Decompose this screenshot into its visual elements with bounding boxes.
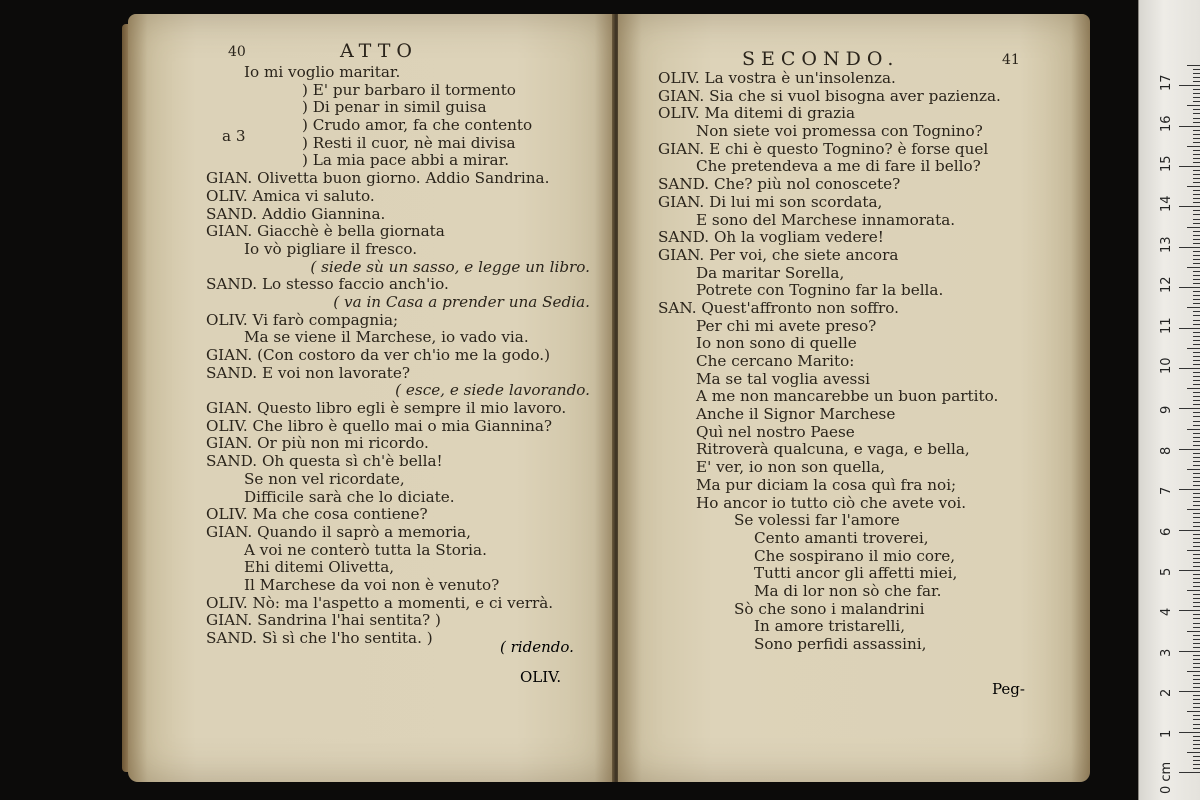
text-line: Ma pur diciam la cosa quì fra noi; — [696, 475, 957, 494]
ruler-tick — [1193, 320, 1200, 321]
ruler-label: 2 — [1159, 688, 1174, 698]
ruler-tick — [1193, 109, 1200, 110]
ruler-tick — [1193, 364, 1200, 365]
ruler-tick — [1193, 663, 1200, 664]
text-line: SAND. Lo stesso faccio anch'io. — [206, 275, 449, 294]
ruler-label: 0 cm — [1159, 761, 1174, 794]
ruler-tick — [1193, 279, 1200, 280]
ruler-tick — [1193, 134, 1200, 135]
ruler-tick — [1187, 711, 1200, 712]
ruler-tick — [1193, 485, 1200, 486]
text-line: Che pretendeva a me di fare il bello? — [696, 157, 981, 176]
ruler-tick — [1187, 388, 1200, 389]
ruler-tick — [1179, 368, 1200, 369]
text-line: GIAN. Questo libro egli è sempre il mio lavoro. — [206, 399, 567, 418]
ruler-tick — [1193, 598, 1200, 599]
ruler-tick — [1193, 505, 1200, 506]
ruler-label: 17 — [1159, 74, 1174, 92]
text-line: GIAN. Or più non mi ricordo. — [206, 434, 429, 453]
open-book — [128, 14, 1090, 782]
ruler-tick — [1193, 699, 1200, 700]
text-line: In amore tristarelli, — [754, 617, 906, 636]
ruler-tick — [1193, 461, 1200, 462]
ruler-tick — [1193, 566, 1200, 567]
ruler-tick — [1193, 554, 1200, 555]
ruler-tick — [1187, 550, 1200, 551]
text-line: Potrete con Tognino far la bella. — [696, 281, 944, 300]
ruler-tick — [1193, 635, 1200, 636]
ruler-tick — [1179, 328, 1200, 329]
ruler-tick — [1179, 691, 1200, 692]
ruler-tick — [1193, 198, 1200, 199]
ruler-tick — [1193, 259, 1200, 260]
text-line: SAND. E voi non lavorate? — [206, 363, 410, 382]
ruler-tick — [1187, 65, 1200, 66]
ruler-tick — [1193, 748, 1200, 749]
ruler-tick — [1179, 570, 1200, 571]
ruler-tick — [1193, 130, 1200, 131]
text-line: SAND. Sì sì che l'ho sentita. ) — [206, 629, 433, 647]
text-line: ) Crudo amor, fa che contento — [302, 116, 533, 135]
text-line: GIAN. (Con costoro da ver ch'io me la godo.) — [206, 346, 551, 364]
ruler-tick — [1193, 324, 1200, 325]
ruler-tick — [1187, 105, 1200, 106]
ruler-tick — [1193, 392, 1200, 393]
ruler-tick — [1193, 214, 1200, 215]
ruler-tick — [1193, 627, 1200, 628]
text-line: SAN. Quest'affronto non soffro. — [658, 298, 899, 317]
ruler-tick — [1193, 768, 1200, 769]
ruler-tick — [1193, 404, 1200, 405]
text-line: GIAN. Quando il saprò a memoria, — [206, 522, 471, 541]
text-line: A me non mancarebbe un buon partito. — [696, 387, 999, 406]
text-line: GIAN. E chi è questo Tognino? è forse quel — [658, 139, 989, 158]
ruler-tick — [1187, 509, 1200, 510]
ruler-tick — [1193, 336, 1200, 337]
ruler-label: 4 — [1159, 608, 1174, 617]
ruler-tick — [1193, 291, 1200, 292]
catchword-left: OLIV. — [520, 668, 562, 686]
ruler-tick — [1193, 243, 1200, 244]
text-line: ( siede sù un sasso, e legge un libro. — [310, 257, 590, 276]
ruler-tick — [1193, 602, 1200, 603]
ruler-tick — [1193, 122, 1200, 123]
text-line: SAND. Che? più nol conoscete? — [658, 175, 901, 194]
ruler-label: 7 — [1159, 486, 1174, 496]
ruler-tick — [1193, 275, 1200, 276]
text-line: E' ver, io non son quella, — [696, 458, 885, 477]
ruler-tick — [1193, 299, 1200, 300]
ruler-tick — [1187, 429, 1200, 430]
ruler-tick — [1193, 295, 1200, 296]
page-header-right: SECONDO. — [742, 48, 900, 70]
text-line: Anche il Signor Marchese — [696, 405, 896, 424]
ruler-tick — [1193, 647, 1200, 648]
ruler-tick — [1193, 344, 1200, 345]
ruler-tick — [1193, 150, 1200, 151]
ruler-tick — [1187, 146, 1200, 147]
text-line: Il Marchese da voi non è venuto? — [244, 575, 500, 594]
ruler-tick — [1193, 594, 1200, 595]
ruler-tick — [1193, 679, 1200, 680]
ruler-tick — [1193, 558, 1200, 559]
right-page-text — [658, 70, 1078, 654]
ruler-tick — [1193, 517, 1200, 518]
text-line: GIAN. Per voi, che siete ancora — [658, 245, 899, 264]
ruler-tick — [1187, 186, 1200, 187]
ruler-label: 11 — [1159, 317, 1174, 334]
ruler-tick — [1193, 655, 1200, 656]
ruler-tick — [1193, 578, 1200, 579]
ruler-tick — [1187, 307, 1200, 308]
ruler-tick — [1193, 445, 1200, 446]
ruler-tick — [1193, 384, 1200, 385]
ruler-tick — [1193, 473, 1200, 474]
text-line: GIAN. Sia che si vuol bisogna aver pazienza. — [658, 86, 1001, 105]
ruler-tick — [1179, 489, 1200, 490]
ruler-tick — [1193, 526, 1200, 527]
text-line: Difficile sarà che lo diciate. — [244, 487, 455, 506]
text-line: Io vò pigliare il fresco. — [244, 239, 418, 258]
ruler-tick — [1193, 416, 1200, 417]
ruler-tick — [1193, 303, 1200, 304]
text-line: OLIV. Che libro è quello mai o mia Giannina? — [206, 416, 553, 435]
text-line: Che sospirano il mio core, — [754, 546, 956, 565]
ruler-tick — [1193, 311, 1200, 312]
ruler-tick — [1187, 227, 1200, 228]
text-line: Tutti ancor gli affetti miei, — [754, 564, 958, 583]
ruler-tick — [1187, 752, 1200, 753]
ruler-tick — [1187, 469, 1200, 470]
ruler-tick — [1193, 687, 1200, 688]
ruler-tick — [1193, 174, 1200, 175]
ruler-label: 8 — [1159, 446, 1174, 455]
ruler-tick — [1193, 73, 1200, 74]
ruler-tick — [1193, 380, 1200, 381]
ruler-tick — [1187, 267, 1200, 268]
ruler-tick — [1179, 651, 1200, 652]
ruler-tick — [1193, 538, 1200, 539]
text-line: Non siete voi promessa con Tognino? — [696, 122, 983, 141]
ruler-tick — [1179, 408, 1200, 409]
stage-direction-ridendo: ( ridendo. — [500, 638, 574, 656]
ruler-tick — [1193, 760, 1200, 761]
ruler-tick — [1193, 162, 1200, 163]
text-line: Io non sono di quelle — [696, 334, 857, 353]
ruler-tick — [1193, 239, 1200, 240]
ruler-tick — [1193, 81, 1200, 82]
text-line: Sò che sono i malandrini — [734, 599, 925, 618]
page-header-left: ATTO — [340, 40, 418, 62]
ruler-tick — [1193, 421, 1200, 422]
ruler-tick — [1193, 315, 1200, 316]
ruler-tick — [1193, 497, 1200, 498]
ruler-tick — [1193, 190, 1200, 191]
ruler-tick — [1193, 618, 1200, 619]
left-page-text — [206, 64, 590, 648]
ruler-tick — [1193, 340, 1200, 341]
ruler-tick — [1193, 360, 1200, 361]
ruler-tick — [1193, 202, 1200, 203]
ruler-tick — [1179, 247, 1200, 248]
ruler-tick — [1193, 101, 1200, 102]
text-line: E sono del Marchese innamorata. — [696, 210, 956, 229]
ruler-tick — [1193, 522, 1200, 523]
text-line: Cento amanti troverei, — [754, 528, 929, 547]
ruler-tick — [1179, 287, 1200, 288]
text-line: A voi ne conterò tutta la Storia. — [244, 540, 487, 559]
ruler-tick — [1187, 590, 1200, 591]
text-line: Quì nel nostro Paese — [696, 422, 855, 441]
ruler-tick — [1193, 513, 1200, 514]
ruler-tick — [1193, 69, 1200, 70]
ruler-tick — [1193, 433, 1200, 434]
measurement-ruler — [1138, 0, 1200, 800]
text-line: GIAN. Olivetta buon giorno. Addio Sandrina. — [206, 169, 550, 188]
ruler-label: 13 — [1159, 236, 1174, 253]
ruler-tick — [1193, 744, 1200, 745]
text-line: Ritroverà qualcuna, e vaga, e bella, — [696, 440, 970, 459]
ruler-label: 5 — [1159, 567, 1174, 576]
ruler-tick — [1193, 396, 1200, 397]
ruler-tick — [1193, 219, 1200, 220]
ruler-tick — [1193, 178, 1200, 179]
ruler-tick — [1193, 574, 1200, 575]
text-line: OLIV. Vi farò compagnia; — [206, 310, 399, 329]
ruler-tick — [1193, 501, 1200, 502]
ruler-tick — [1193, 412, 1200, 413]
ruler-tick — [1193, 332, 1200, 333]
ruler-tick — [1193, 352, 1200, 353]
text-line: ) E' pur barbaro il tormento — [302, 80, 516, 99]
text-line: Ho ancor io tutto ciò che avete voi. — [696, 493, 967, 512]
ruler-tick — [1193, 251, 1200, 252]
ruler-tick — [1193, 437, 1200, 438]
text-line: Sono perfidi assassini, — [754, 635, 927, 653]
text-line: OLIV. Amica vi saluto. — [206, 186, 375, 205]
ruler-tick — [1193, 703, 1200, 704]
text-line: ( esce, e siede lavorando. — [395, 381, 590, 400]
page-number-right: 41 — [1002, 52, 1020, 68]
ruler-tick — [1193, 707, 1200, 708]
ruler-label: 1 — [1159, 729, 1174, 738]
ruler-tick — [1193, 740, 1200, 741]
text-line: SAND. Oh la vogliam vedere! — [658, 228, 884, 247]
ruler-tick — [1193, 235, 1200, 236]
ruler-tick — [1193, 453, 1200, 454]
ruler-tick — [1193, 606, 1200, 607]
text-line: ) La mia pace abbi a mirar. — [302, 151, 510, 170]
ruler-label: 10 — [1159, 357, 1174, 374]
text-line: OLIV. La vostra è un'insolenza. — [658, 69, 896, 87]
ruler-tick — [1193, 400, 1200, 401]
ruler-label: 6 — [1159, 527, 1174, 536]
ruler-tick — [1179, 449, 1200, 450]
ruler-tick — [1193, 283, 1200, 284]
ruler-tick — [1193, 724, 1200, 725]
ruler-tick — [1179, 166, 1200, 167]
ruler-tick — [1193, 643, 1200, 644]
ruler-tick — [1193, 586, 1200, 587]
ruler-tick — [1193, 255, 1200, 256]
ruler-tick — [1193, 356, 1200, 357]
ruler-tick — [1193, 77, 1200, 78]
text-line: GIAN. Sandrina l'hai sentita? ) — [206, 611, 441, 630]
text-line: Ma di lor non sò che far. — [754, 581, 942, 600]
ruler-tick — [1193, 715, 1200, 716]
ruler-tick — [1179, 126, 1200, 127]
ruler-tick — [1193, 719, 1200, 720]
ruler-tick — [1179, 732, 1200, 733]
ruler-label: 9 — [1159, 406, 1174, 415]
text-line: Per chi mi avete preso? — [696, 316, 877, 335]
ruler-tick — [1193, 639, 1200, 640]
ruler-tick — [1193, 764, 1200, 765]
ruler-tick — [1187, 348, 1200, 349]
ruler-tick — [1193, 372, 1200, 373]
ruler-tick — [1193, 546, 1200, 547]
text-line: SAND. Oh questa sì ch'è bella! — [206, 452, 443, 471]
ruler-tick — [1193, 118, 1200, 119]
ruler-tick — [1193, 376, 1200, 377]
ruler-label: 12 — [1159, 276, 1174, 294]
ruler-tick — [1193, 97, 1200, 98]
ruler-tick — [1179, 206, 1200, 207]
text-line: Se non vel ricordate, — [244, 469, 405, 488]
ruler-tick — [1193, 457, 1200, 458]
left-page — [128, 14, 614, 782]
ruler-tick — [1193, 582, 1200, 583]
ruler-tick — [1179, 772, 1200, 773]
ruler-tick — [1193, 562, 1200, 563]
ruler-tick — [1193, 210, 1200, 211]
ruler-tick — [1193, 683, 1200, 684]
page-number-left: 40 — [228, 44, 246, 60]
ruler-tick — [1193, 534, 1200, 535]
text-line: ( va in Casa a prender una Sedia. — [333, 292, 590, 311]
ruler-tick — [1193, 667, 1200, 668]
text-line: OLIV. Nò: ma l'aspetto a momenti, e ci verrà. — [206, 593, 554, 612]
ruler-tick — [1179, 530, 1200, 531]
ruler-tick — [1187, 631, 1200, 632]
text-line: Ma se viene il Marchese, io vado via. — [244, 328, 529, 347]
ruler-tick — [1193, 154, 1200, 155]
ruler-label: 3 — [1159, 648, 1174, 657]
ruler-tick — [1193, 158, 1200, 159]
ruler-tick — [1193, 138, 1200, 139]
ruler-tick — [1193, 142, 1200, 143]
ruler-tick — [1193, 756, 1200, 757]
text-line: SAND. Addio Giannina. — [206, 204, 386, 223]
ruler-tick — [1193, 481, 1200, 482]
text-line: GIAN. Di lui mi son scordata, — [658, 192, 883, 211]
ruler-tick — [1193, 623, 1200, 624]
ruler-tick — [1193, 231, 1200, 232]
ruler-tick — [1193, 477, 1200, 478]
ruler-tick — [1193, 659, 1200, 660]
ruler-tick — [1193, 441, 1200, 442]
text-line: Io mi voglio maritar. — [244, 63, 401, 81]
text-line: Ma se tal voglia avessi — [696, 369, 870, 388]
ruler-tick — [1193, 425, 1200, 426]
ruler-tick — [1193, 223, 1200, 224]
ruler-tick — [1193, 113, 1200, 114]
ruler-tick — [1193, 493, 1200, 494]
ruler-tick — [1193, 542, 1200, 543]
ruler-tick — [1179, 85, 1200, 86]
text-line: Ehi ditemi Olivetta, — [244, 558, 395, 577]
ruler-tick — [1193, 89, 1200, 90]
ruler-label: 15 — [1159, 155, 1174, 172]
ruler-tick — [1187, 671, 1200, 672]
catchword-right: Peg- — [992, 680, 1025, 698]
ruler-tick — [1193, 182, 1200, 183]
text-line: Da maritar Sorella, — [696, 263, 845, 282]
ruler-tick — [1193, 263, 1200, 264]
right-page — [618, 14, 1090, 782]
ruler-tick — [1193, 170, 1200, 171]
duet-marker: a 3 — [222, 127, 246, 145]
text-line: GIAN. Giacchè è bella giornata — [206, 222, 445, 241]
ruler-tick — [1193, 465, 1200, 466]
text-line: ) Di penar in simil guisa — [302, 98, 487, 117]
ruler-tick — [1193, 614, 1200, 615]
ruler-label: 14 — [1159, 195, 1174, 213]
ruler-tick — [1193, 93, 1200, 94]
text-line: ) Resti il cuor, nè mai divisa — [302, 133, 516, 152]
ruler-tick — [1193, 675, 1200, 676]
ruler-tick — [1193, 695, 1200, 696]
ruler-tick — [1193, 194, 1200, 195]
ruler-tick — [1179, 610, 1200, 611]
ruler-tick — [1193, 736, 1200, 737]
text-line: OLIV. Ma che cosa contiene? — [206, 505, 428, 524]
text-line: OLIV. Ma ditemi di grazia — [658, 104, 856, 123]
ruler-tick — [1193, 271, 1200, 272]
text-line: Se volessi far l'amore — [734, 511, 900, 530]
ruler-tick — [1193, 728, 1200, 729]
text-line: Che cercano Marito: — [696, 352, 855, 370]
ruler-label: 16 — [1159, 115, 1174, 132]
